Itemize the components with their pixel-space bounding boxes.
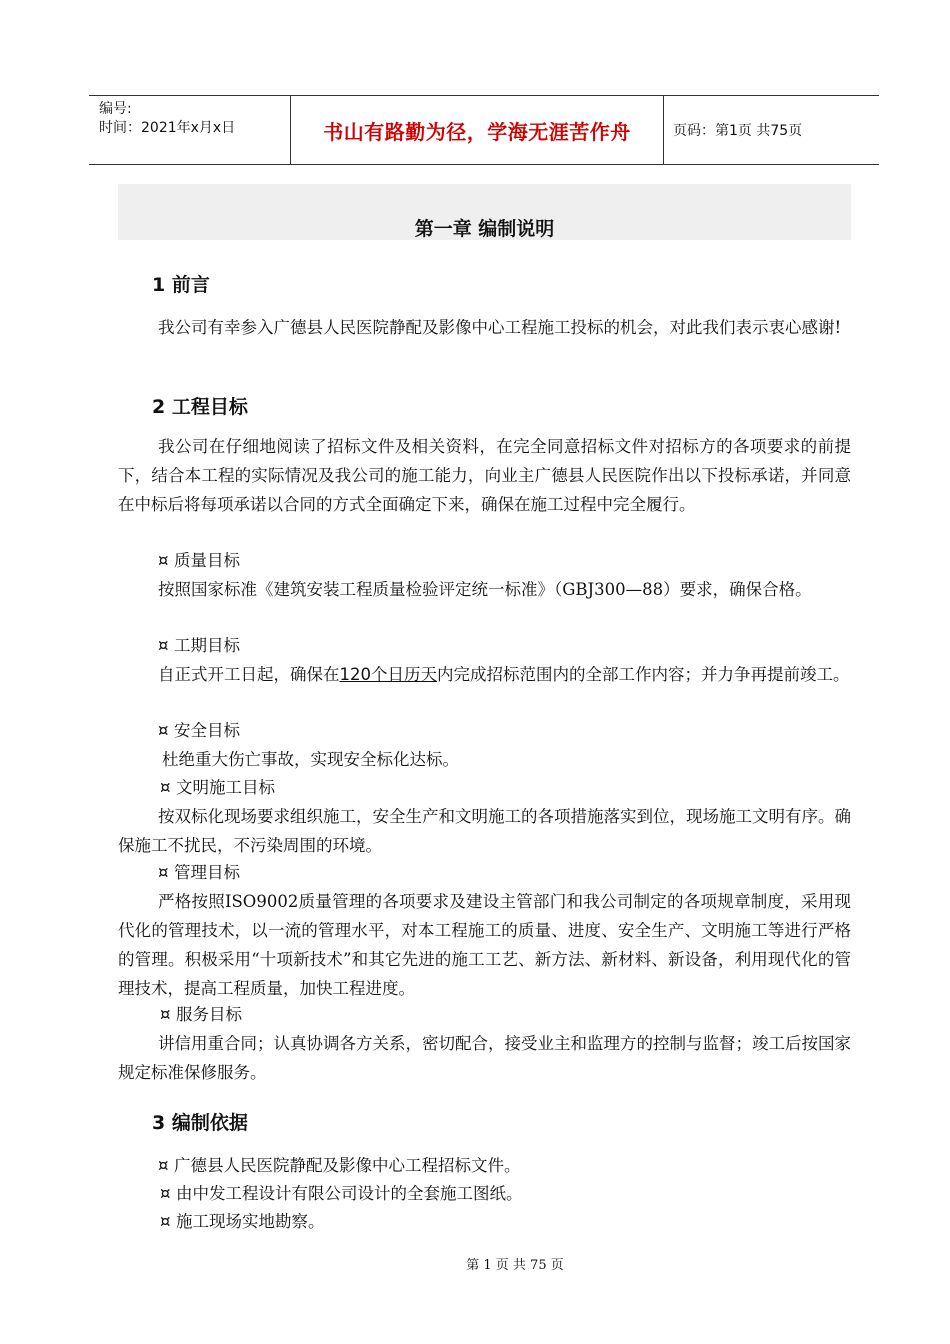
safety-goal-label: ¤ 安全目标 <box>158 717 240 745</box>
basis-item: ¤ 施工现场实地勘察。 <box>160 1208 325 1236</box>
period-highlight: 120个日历天 <box>339 665 437 684</box>
header-meta <box>99 100 235 138</box>
section-title-1: 1 前言 <box>152 274 210 296</box>
page-footer: 第 1 页 共 75 页 <box>466 1258 564 1273</box>
quality-goal-label: ¤ 质量目标 <box>158 547 240 575</box>
bullet-icon: ¤ <box>160 1184 171 1203</box>
service-goal-text: 讲信用重合同；认真协调各方关系，密切配合，接受业主和监理方的控制与监督；竣工后按国家规定标准保修服务。 <box>118 1034 851 1082</box>
basis-item: ¤ 由中发工程设计有限公司设计的全套施工图纸。 <box>160 1180 523 1208</box>
section-title-3: 3 编制依据 <box>152 1112 248 1134</box>
bullet-icon: ¤ <box>158 863 169 882</box>
civil-goal-label: ¤ 文明施工目标 <box>160 774 275 802</box>
mgmt-goal-label: ¤ 管理目标 <box>158 859 240 887</box>
mgmt-goal-text: 严格按照ISO9002质量管理的各项要求及建设主管部门和我公司制定的各项规章制度，采用现代化的管理技术，以一流的管理水平，对本工程施工的质量、进度、安全生产、文明施工等进行严格的管理。积极采用“十项新技术”和其它先进的施工工艺、新方法、新材料、新设备，利用现代化的管理技术，提高工程质量，加快工程进度。 <box>118 892 851 998</box>
chapter-band <box>118 184 851 240</box>
quality-goal-text: 按照国家标准《建筑安装工程质量检验评定统一标准》（GBJ300—88）要求，确保合格。 <box>158 580 812 599</box>
basis-item: ¤ 广德县人民医院静配及影像中心工程招标文件。 <box>158 1152 521 1180</box>
civil-goal-text: 按双标化现场要求组织施工，安全生产和文明施工的各项措施落实到位，现场施工文明有序。确保施工不扰民，不污染周围的环境。 <box>118 807 851 855</box>
goals-paragraph: 我公司在仔细地阅读了招标文件及相关资料，在完全同意招标文件对招标方的各项要求的前提下，结合本工程的实际情况及我公司的施工能力，向业主广德县人民医院作出以下投标承诺，并同意在中标后将每项承诺以合同的方式全面确定下来，确保在施工过程中完全履行。 <box>118 437 851 514</box>
bullet-icon: ¤ <box>160 778 171 797</box>
period-goal-label: ¤ 工期目标 <box>158 632 240 660</box>
bullet-icon: ¤ <box>158 551 169 570</box>
bullet-icon: ¤ <box>160 1212 171 1231</box>
service-goal-label: ¤ 服务目标 <box>160 1001 242 1029</box>
period-goal-text: 自正式开工日起，确保在120个日历天内完成招标范围内的全部工作内容；并力争再提前竣工。 <box>158 665 850 684</box>
bullet-icon: ¤ <box>158 721 169 740</box>
intro-paragraph: 我公司有幸参入广德县人民医院静配及影像中心工程施工投标的机会，对此我们表示衷心感谢! <box>158 318 842 337</box>
divider <box>663 96 664 164</box>
header-motto: 书山有路勤为径，学海无涯苦作舟 <box>323 119 631 144</box>
section-title-2: 2 工程目标 <box>152 396 248 418</box>
bullet-icon: ¤ <box>158 1156 169 1175</box>
safety-goal-text: 杜绝重大伤亡事故，实现安全标化达标。 <box>162 750 459 769</box>
bullet-icon: ¤ <box>158 636 169 655</box>
time-label: 时间：2021年x月x日 <box>99 120 236 136</box>
page-header <box>89 95 879 165</box>
number-label: 编号: <box>99 101 132 117</box>
bullet-icon: ¤ <box>160 1005 171 1024</box>
header-page-label: 页码：第1页 共75页 <box>673 123 803 139</box>
chapter-title: 第一章 编制说明 <box>414 218 555 240</box>
divider <box>290 96 291 164</box>
